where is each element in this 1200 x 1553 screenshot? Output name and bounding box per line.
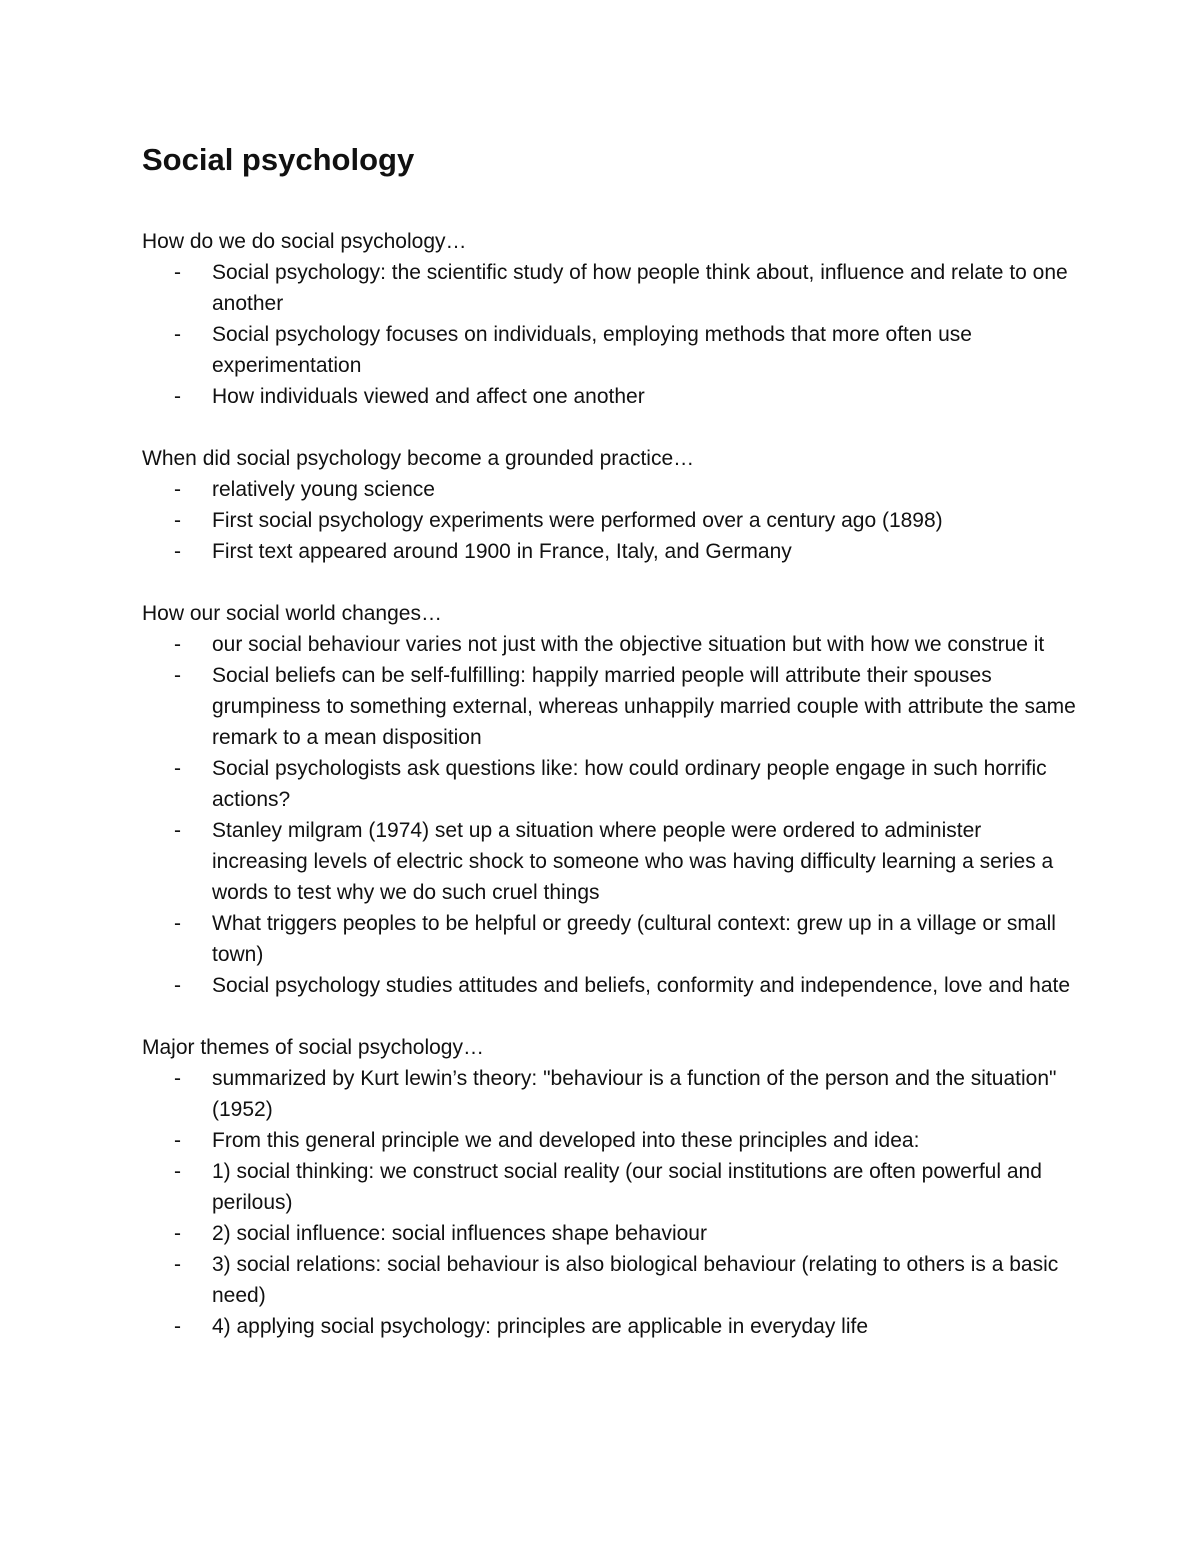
bullet-list [142,257,1080,412]
list-item [142,970,1080,1001]
list-item-text: 3) social relations: social behaviour is also biological behaviour (relating to others is a basic need) [212,1253,1059,1307]
list-item [142,505,1080,536]
section-heading: How do we do social psychology… [142,230,467,253]
list-item-text: Social beliefs can be self-fulfilling: happily married people will attribute their spouses grumpiness to something external, whereas unhappily married couple with attribute the same remark to a mean disposition [212,664,1076,749]
dash-marker: - [174,912,181,935]
bullet-list [142,474,1080,567]
dash-marker: - [174,757,181,780]
dash-marker: - [174,974,181,997]
list-item [142,1125,1080,1156]
list-item [142,474,1080,505]
list-item-text: Social psychology studies attitudes and beliefs, conformity and independence, love and hate [212,974,1071,997]
dash-marker: - [174,1315,181,1338]
list-item-text: First text appeared around 1900 in France, Italy, and Germany [212,540,792,563]
dash-marker: - [174,1253,181,1276]
list-item [142,1063,1080,1125]
dash-marker: - [174,1222,181,1245]
list-item [142,257,1080,319]
list-item-text: 4) applying social psychology: principles are applicable in everyday life [212,1315,869,1338]
list-item-text: From this general principle we and developed into these principles and idea: [212,1129,920,1152]
list-item-text: relatively young science [212,478,435,501]
section-heading: How our social world changes… [142,602,442,625]
bullet-list [142,1063,1080,1342]
dash-marker: - [174,1129,181,1152]
list-item-text: 2) social influence: social influences shape behaviour [212,1222,707,1245]
dash-marker: - [174,664,181,687]
list-item [142,1311,1080,1342]
dash-marker: - [174,509,181,532]
list-item [142,629,1080,660]
dash-marker: - [174,1067,181,1090]
list-item [142,1156,1080,1218]
title-spacer [142,180,1080,226]
section-heading: When did social psychology become a grounded practice… [142,447,695,470]
list-item [142,908,1080,970]
section-how-do-we [142,226,1080,412]
dash-marker: - [174,819,181,842]
list-item-text: Stanley milgram (1974) set up a situation where people were ordered to administer increasing levels of electric shock to someone who was having difficulty learning a series a words to test why we do such cruel things [212,819,1054,904]
section-heading: Major themes of social psychology… [142,1036,484,1059]
dash-marker: - [174,478,181,501]
list-item [142,753,1080,815]
list-item [142,1218,1080,1249]
dash-marker: - [174,1160,181,1183]
list-item [142,536,1080,567]
section-social-world [142,598,1080,1001]
section-major-themes [142,1032,1080,1342]
document-title: Social psychology [142,142,415,177]
list-item-text: First social psychology experiments were performed over a century ago (1898) [212,509,943,532]
list-item-text: summarized by Kurt lewin’s theory: "behaviour is a function of the person and the situation" (1952) [212,1067,1057,1121]
list-item-text: How individuals viewed and affect one another [212,385,645,408]
list-item-text: What triggers peoples to be helpful or greedy (cultural context: grew up in a village or small town) [212,912,1056,966]
list-item-text: 1) social thinking: we construct social reality (our social institutions are often powerful and perilous) [212,1160,1042,1214]
dash-marker: - [174,633,181,656]
dash-marker: - [174,540,181,563]
bullet-list [142,629,1080,1001]
list-item [142,1249,1080,1311]
list-item-text: our social behaviour varies not just with the objective situation but with how we construe it [212,633,1045,656]
list-item-text: Social psychology focuses on individuals, employing methods that more often use experimentation [212,323,972,377]
list-item-text: Social psychology: the scientific study of how people think about, influence and relate to one another [212,261,1068,315]
dash-marker: - [174,261,181,284]
list-item [142,660,1080,753]
dash-marker: - [174,385,181,408]
list-item-text: Social psychologists ask questions like: how could ordinary people engage in such horrific actions? [212,757,1047,811]
list-item [142,319,1080,381]
list-item [142,381,1080,412]
dash-marker: - [174,323,181,346]
list-item [142,815,1080,908]
section-when-did [142,443,1080,567]
